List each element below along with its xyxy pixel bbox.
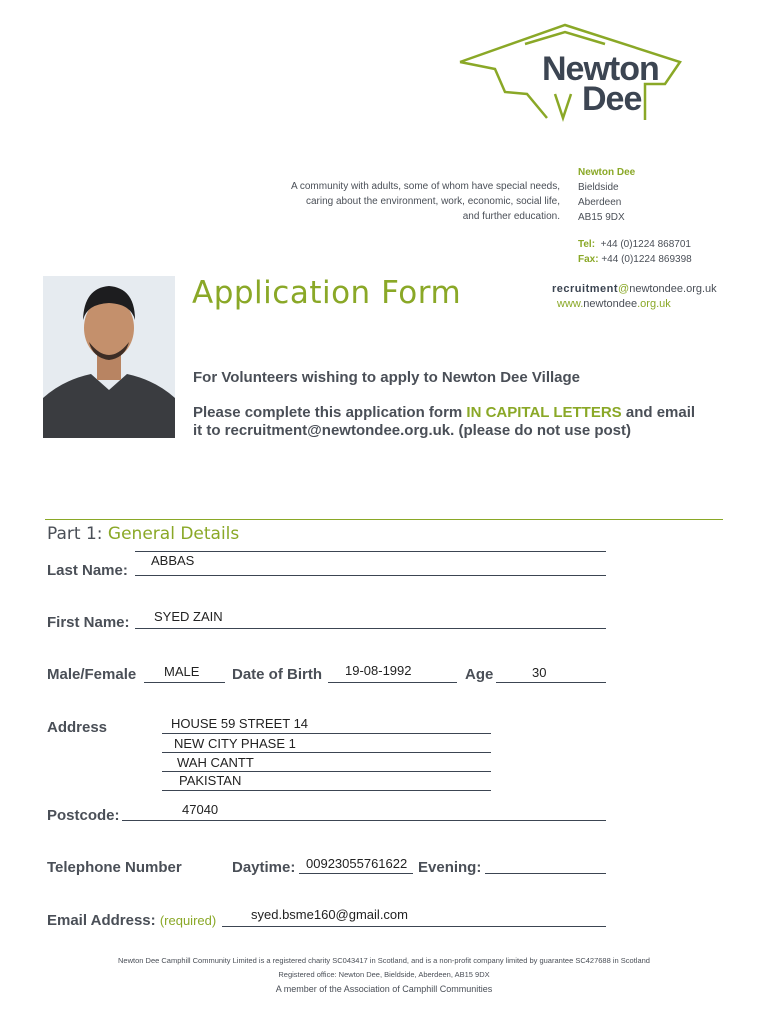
address-line-2-field[interactable]: NEW CITY PHASE 1 <box>174 736 296 751</box>
age-label: Age <box>465 666 494 683</box>
address-line-4-field[interactable]: PAKISTAN <box>179 773 242 788</box>
page-title: Application Form <box>192 275 462 311</box>
tagline-line: caring about the environment, work, economic, social life, <box>305 196 560 207</box>
instructions-part1: Please complete this application form <box>193 404 467 421</box>
site-suffix: .org.uk <box>637 298 671 310</box>
age-line <box>496 682 606 683</box>
website-link[interactable] <box>552 297 717 312</box>
email-line <box>222 926 606 927</box>
postcode-field[interactable]: 47040 <box>182 802 219 817</box>
address-line-1 <box>162 733 491 734</box>
intro-text: For Volunteers wishing to apply to Newton Dee Village <box>193 369 580 386</box>
address-line: AB15 9DX <box>578 212 625 223</box>
organisation-address <box>578 165 635 225</box>
tagline-line: A community with adults, some of whom have special needs, <box>290 181 560 192</box>
site-prefix: www. <box>557 298 584 310</box>
gender-label: Male/Female <box>47 666 137 683</box>
address-line: Bieldside <box>578 182 619 193</box>
section-prefix: Part 1: <box>47 524 108 544</box>
evening-label: Evening: <box>418 859 482 876</box>
contact-numbers <box>578 237 692 267</box>
dob-field[interactable]: 19-08-1992 <box>345 663 412 678</box>
last-name-field[interactable]: ABBAS <box>151 553 195 568</box>
email-label: Email Address: <box>47 912 156 929</box>
postcode-label: Postcode: <box>47 807 120 824</box>
email-field[interactable]: syed.bsme160@gmail.com <box>251 907 408 922</box>
postcode-line <box>122 820 606 821</box>
tagline <box>260 179 560 224</box>
address-line-1-field[interactable]: HOUSE 59 STREET 14 <box>171 716 309 731</box>
web-contact <box>552 282 717 312</box>
age-field[interactable]: 30 <box>532 665 547 680</box>
daytime-phone-field[interactable]: 00923055761622 <box>306 856 408 871</box>
section-heading <box>47 524 239 544</box>
tel-label: Tel: <box>578 239 596 250</box>
instructions <box>193 404 733 440</box>
email-domain: newtondee.org.uk <box>629 283 717 295</box>
fax-label: Fax: <box>578 254 599 265</box>
email-label-group <box>47 912 216 929</box>
section-divider <box>45 519 723 520</box>
address-label: Address <box>47 719 108 736</box>
footer-charity-info: Newton Dee Camphill Community Limited is a registered charity SC043417 in Scotland, and is a non-profit company limited by guarantee SC427688 in Scotland <box>118 956 650 965</box>
fax-number: +44 (0)1224 869398 <box>601 254 692 265</box>
last-name-line <box>135 575 606 576</box>
first-name-label: First Name: <box>47 614 130 631</box>
address-line-2 <box>162 752 491 753</box>
email-prefix: recruitment <box>552 283 619 295</box>
tagline-line: and further education. <box>462 211 560 222</box>
gender-field[interactable]: MALE <box>164 664 200 679</box>
logo-line-1: Newton <box>542 50 659 88</box>
logo-line-2: Dee <box>582 80 642 118</box>
organisation-name: Newton Dee <box>578 167 636 178</box>
first-name-field[interactable]: SYED ZAIN <box>154 609 223 624</box>
instructions-line2: it to recruitment@newtondee.org.uk. (please do not use post) <box>193 422 631 439</box>
daytime-label: Daytime: <box>232 859 296 876</box>
applicant-photo <box>43 276 175 438</box>
dob-label: Date of Birth <box>232 666 322 683</box>
section-name: General Details <box>107 524 240 544</box>
last-name-label: Last Name: <box>47 562 128 579</box>
telephone-label: Telephone Number <box>47 859 182 876</box>
recruitment-email[interactable] <box>552 282 717 297</box>
site-name: newtondee <box>583 298 638 310</box>
email-at: @ <box>618 283 630 295</box>
tel-number: +44 (0)1224 868701 <box>600 239 691 250</box>
address-line: Aberdeen <box>578 197 622 208</box>
daytime-line <box>299 873 413 874</box>
dob-line <box>328 682 457 683</box>
address-line-4 <box>162 790 491 791</box>
gender-line <box>144 682 225 683</box>
divider-line <box>135 551 606 552</box>
instructions-highlight: IN CAPITAL LETTERS <box>466 404 622 421</box>
first-name-line <box>135 628 606 629</box>
address-line-3-field[interactable]: WAH CANTT <box>177 755 254 770</box>
address-line-3 <box>162 771 491 772</box>
instructions-part2: and email <box>621 404 696 421</box>
evening-phone-field[interactable] <box>485 873 606 874</box>
email-required-note: (required) <box>159 913 217 928</box>
footer-membership: A member of the Association of Camphill Communities <box>275 984 493 994</box>
footer-registered-office: Registered office: Newton Dee, Bieldside, Aberdeen, AB15 9DX <box>278 970 490 979</box>
logo-text <box>542 50 659 118</box>
